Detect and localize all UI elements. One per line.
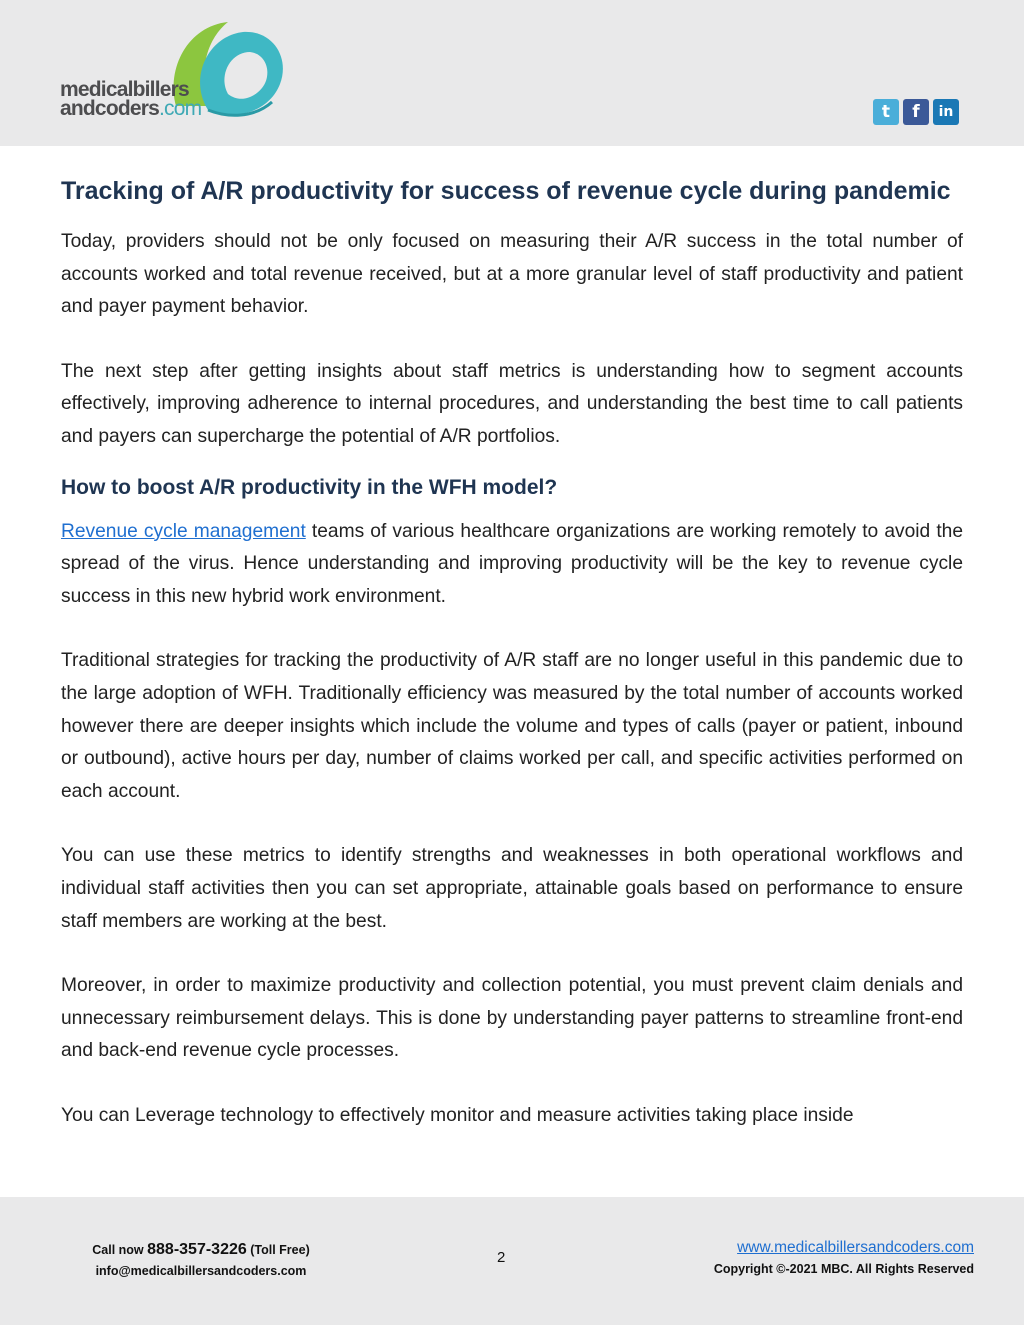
page-number: 2 xyxy=(497,1249,506,1266)
phone-number[interactable]: 888-357-3226 xyxy=(147,1241,247,1258)
footer-email[interactable]: info@medicalbillersandcoders.com xyxy=(95,1264,307,1278)
article-title: Tracking of A/R productivity for success of revenue cycle during pandemic xyxy=(61,177,951,205)
paragraph-2: The next step after getting insights about staff metrics is understanding how to segment accounts effectively, improving adherence to internal procedures, and understanding the best time to call patients and payers can supercharge the potential of A/R portfolios. xyxy=(61,360,963,447)
paragraph-5: You can use these metrics to identify strengths and weaknesses in both operational workflows and individual staff activities then you can set appropriate, attainable goals based on performance to ensure staff members are working at the best. xyxy=(61,845,963,932)
paragraph-1: Today, providers should not be only focused on measuring their A/R success in the total number of accounts worked and total revenue received, but at a more granular level of staff productivity and patient and payer payment behavior. xyxy=(61,231,963,318)
logo-dotcom: .com xyxy=(159,97,202,120)
paragraph-3 xyxy=(61,516,963,614)
toll-free-label: (Toll Free) xyxy=(246,1243,310,1257)
paragraph-3-text: teams of various healthcare organizations are working remotely to avoid the spread of the virus. Hence understanding and improving productivity will be the key to revenue cycle success in this new hybrid work environment. xyxy=(61,520,963,607)
section-heading: How to boost A/R productivity in the WFH model? xyxy=(61,475,558,499)
paragraph-spacer xyxy=(61,613,963,645)
linkedin-icon[interactable]: in xyxy=(933,99,959,125)
page-header xyxy=(0,0,1024,146)
call-prefix: Call now xyxy=(92,1243,148,1257)
footer-site-info xyxy=(714,1237,974,1280)
copyright-text: Copyright ©-2021 MBC. All Rights Reserved xyxy=(713,1262,974,1276)
paragraph-4: Traditional strategies for tracking the productivity of A/R staff are no longer useful in this pandemic due to the large adoption of WFH. Traditionally efficiency was measured by the total number of accounts worked however there are deeper insights which include the volume and types of calls (payer or patient, inbound or outbound), active hours per day, number of claims worked per call, and specific activities performed on each account. xyxy=(61,650,963,802)
facebook-icon[interactable]: f xyxy=(903,99,929,125)
logo-wordmark xyxy=(60,80,201,118)
revenue-cycle-management-link[interactable]: Revenue cycle management xyxy=(61,520,306,542)
website-link[interactable]: www.medicalbillersandcoders.com xyxy=(737,1239,974,1256)
logo-line-2: andcoders xyxy=(60,97,159,120)
paragraph-6: Moreover, in order to maximize productivity and collection potential, you must prevent claim denials and unnecessary reimbursement delays. This is done by understanding payer patterns to streamline front-end and back-end revenue cycle processes. xyxy=(61,975,963,1062)
footer-contact xyxy=(80,1239,322,1282)
paragraph-7: You can Leverage technology to effectively monitor and measure activities taking place inside xyxy=(61,1104,854,1126)
logo-line-1: medicalbillers xyxy=(60,78,189,101)
company-logo[interactable] xyxy=(58,18,298,130)
paragraph-spacer xyxy=(61,324,963,356)
page-footer xyxy=(0,1197,1024,1325)
paragraph-spacer xyxy=(61,1068,963,1100)
article-body xyxy=(61,170,963,1132)
paragraph-spacer xyxy=(61,938,963,970)
paragraph-spacer xyxy=(61,808,963,840)
social-links xyxy=(873,99,959,125)
twitter-icon[interactable]: t xyxy=(873,99,899,125)
